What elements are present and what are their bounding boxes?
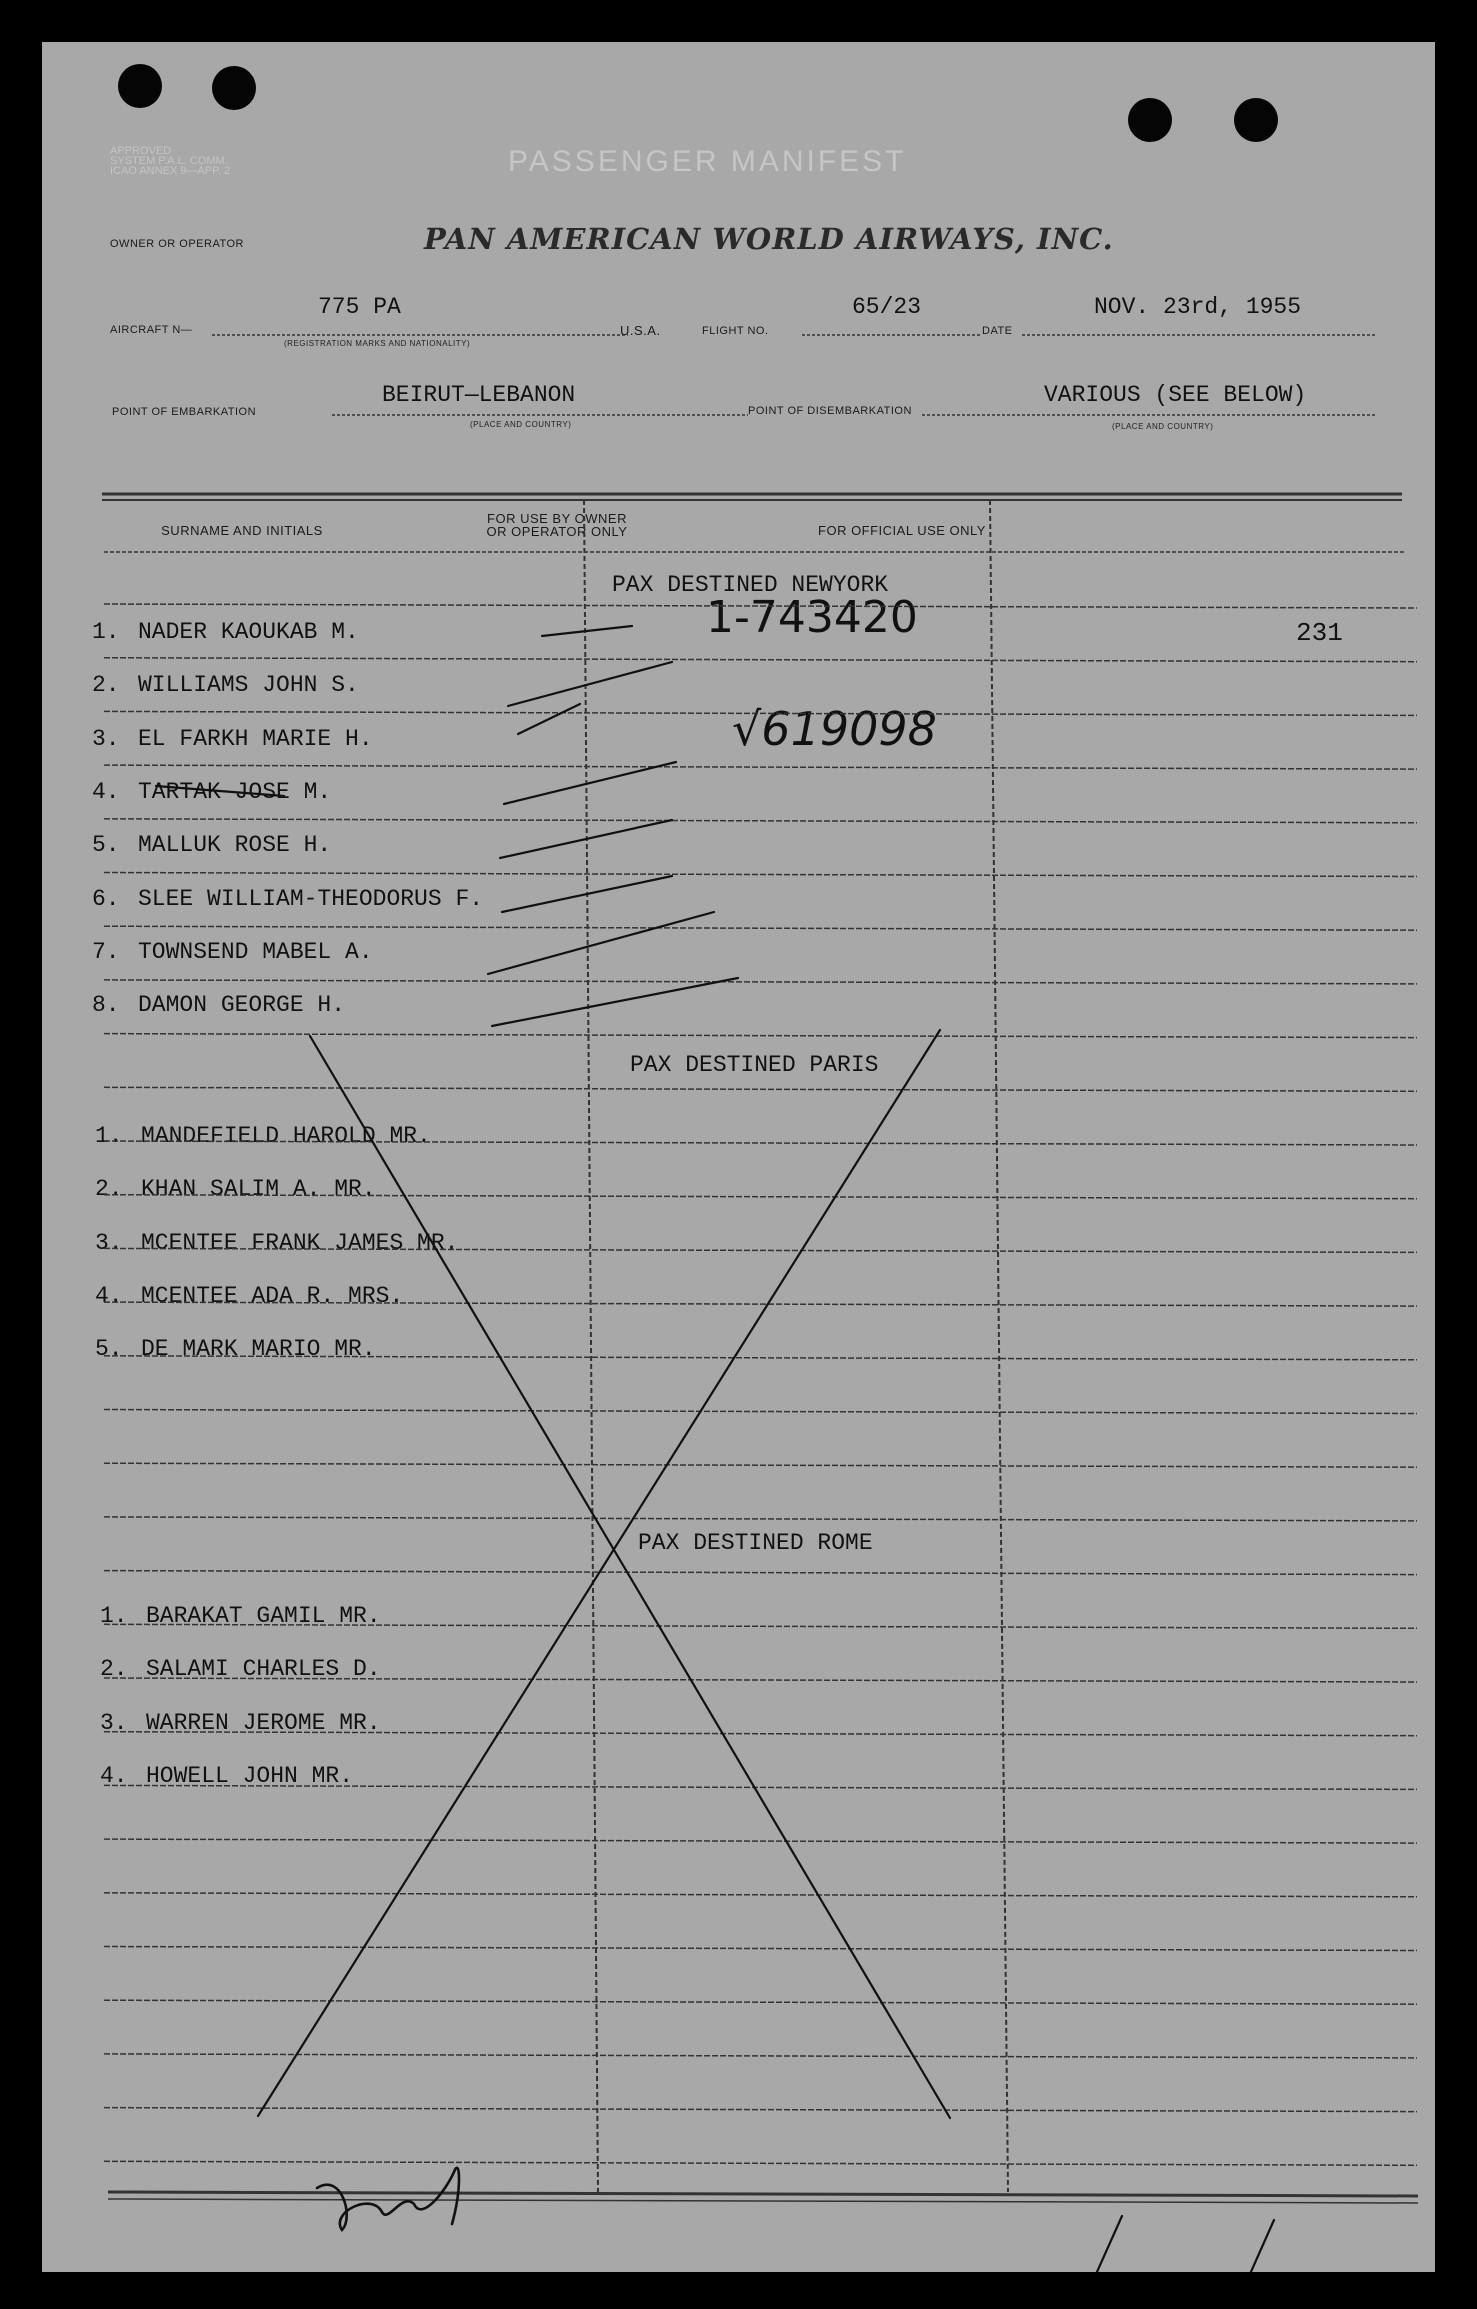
signature-mark: [317, 2168, 459, 2230]
rule-line: [104, 1463, 1417, 1467]
passenger-name: NADER KAOUKAB M.: [138, 619, 359, 645]
passenger-number: 3.: [92, 725, 120, 752]
approval-line: ICAO ANNEX 9—APP. 2: [110, 165, 231, 177]
passenger-number: 4.: [95, 1282, 123, 1309]
owner-column-header: FOR USE BY OWNER: [487, 511, 627, 526]
rule-line: [108, 2192, 1418, 2196]
rule-line: [104, 1141, 1417, 1145]
passenger-name: WILLIAMS JOHN S.: [138, 672, 359, 699]
operator-name: PAN AMERICAN WORLD AIRWAYS, INC.: [424, 222, 1114, 256]
disembark-sub: (PLACE AND COUNTRY): [1112, 422, 1214, 431]
rule-line: [104, 2000, 1417, 2004]
rule-line: [104, 1893, 1417, 1897]
passenger-number: 1.: [100, 1603, 128, 1629]
rule-line: [104, 1571, 1417, 1575]
rule-line: [104, 658, 1417, 662]
passenger-number: 1.: [92, 619, 120, 645]
strike-underline: [156, 786, 284, 796]
passenger-number: 3.: [100, 1709, 128, 1736]
rule-line: [104, 1087, 1417, 1091]
rule-line: [104, 1248, 1417, 1252]
passenger-number: 2.: [100, 1656, 128, 1683]
rule-line: [104, 1195, 1417, 1199]
passenger-name: WARREN JEROME MR.: [146, 1709, 381, 1736]
passenger-name: MALLUK ROSE H.: [138, 832, 332, 859]
approval-line: APPROVED: [110, 145, 172, 157]
section-heading: PAX DESTINED NEWYORK: [612, 572, 889, 598]
rule-line: [104, 1839, 1417, 1843]
tick-mark: [502, 876, 672, 912]
usa-label: U.S.A.: [620, 323, 661, 338]
ticket-number: 1-743420: [706, 592, 918, 643]
rule-line: [104, 1624, 1417, 1628]
passenger-number: 6.: [92, 885, 120, 912]
pen-stroke: [1242, 2220, 1274, 2272]
pen-stroke: [1088, 2216, 1122, 2272]
passenger-name: KHAN SALIM A. MR.: [141, 1176, 376, 1203]
rule-line: [104, 1034, 1417, 1038]
passenger-number: 3.: [95, 1229, 123, 1256]
rule-line: [104, 980, 1417, 984]
rule-line: [104, 1678, 1417, 1682]
passenger-number: 7.: [92, 938, 120, 965]
passenger-name: DAMON GEORGE H.: [138, 992, 346, 1019]
rule-line: [104, 1356, 1417, 1360]
disembark-label: POINT OF DISEMBARKATION: [748, 405, 912, 417]
flight-label: FLIGHT NO.: [702, 325, 769, 337]
rule-line: [104, 1732, 1417, 1736]
ticket-number: √619098: [732, 702, 937, 756]
passenger-number: 2.: [95, 1176, 123, 1203]
passenger-name: SLEE WILLIAM-THEODORUS F.: [138, 885, 484, 912]
aircraft-value: 775 PA: [318, 294, 401, 320]
section-heading: PAX DESTINED ROME: [638, 1530, 873, 1556]
tick-mark: [504, 762, 676, 804]
rule-line: [104, 1947, 1417, 1951]
tick-mark: [492, 978, 738, 1026]
passenger-number: 5.: [95, 1336, 123, 1363]
rule-line: [104, 1517, 1417, 1521]
official-number: 231: [1296, 618, 1343, 648]
rule-line: [104, 1410, 1417, 1414]
tick-mark: [508, 662, 672, 706]
manifest-page: [42, 42, 1435, 2272]
owner-label: OWNER OR OPERATOR: [110, 238, 244, 250]
rule-line: [584, 500, 598, 2192]
rule-line: [104, 926, 1417, 930]
tick-mark: [542, 626, 632, 636]
passenger-name: SALAMI CHARLES D.: [146, 1656, 381, 1683]
rule-line: [990, 500, 1008, 2192]
tick-mark: [518, 704, 580, 734]
passenger-name: MCENTEE ADA R. MRS.: [141, 1282, 404, 1309]
rule-line: [104, 711, 1417, 715]
rule-line: [104, 2054, 1417, 2058]
passenger-number: 1.: [95, 1123, 123, 1149]
date-value: NOV. 23rd, 1955: [1094, 294, 1302, 320]
owner-column-header: OR OPERATOR ONLY: [486, 524, 628, 539]
embark-value: BEIRUT—LEBANON: [382, 382, 576, 408]
passenger-name: HOWELL JOHN MR.: [146, 1762, 354, 1789]
passenger-number: 4.: [92, 778, 120, 805]
disembark-value: VARIOUS (SEE BELOW): [1044, 382, 1307, 408]
rule-line: [108, 2199, 1418, 2203]
form-title: PASSENGER MANIFEST: [508, 145, 907, 178]
rule-line: [104, 765, 1417, 769]
passenger-name: MCENTEE FRANK JAMES MR.: [141, 1229, 459, 1256]
passenger-name: BARAKAT GAMIL MR.: [146, 1603, 381, 1629]
passenger-name: EL FARKH MARIE H.: [138, 725, 373, 752]
passenger-name: TOWNSEND MABEL A.: [138, 938, 373, 965]
passenger-number: 4.: [100, 1762, 128, 1789]
embark-sub: (PLACE AND COUNTRY): [470, 420, 572, 429]
date-label: DATE: [982, 325, 1013, 337]
passenger-number: 2.: [92, 672, 120, 699]
cross-out-stroke: [310, 1036, 950, 2118]
passenger-name: MANDEFIELD HAROLD MR.: [141, 1123, 431, 1149]
tick-mark: [488, 912, 714, 974]
section-heading: PAX DESTINED PARIS: [630, 1052, 879, 1078]
approval-line: SYSTEM P.A.L. COMM.: [110, 155, 228, 167]
embark-label: POINT OF EMBARKATION: [112, 406, 257, 418]
rule-line: [104, 819, 1417, 823]
passenger-number: 5.: [92, 832, 120, 859]
rule-line: [104, 604, 1417, 608]
official-column-header: FOR OFFICIAL USE ONLY: [818, 523, 986, 538]
rule-line: [104, 1785, 1417, 1789]
rule-lines-and-pen-marks: [42, 42, 1435, 2272]
rule-line: [104, 1302, 1417, 1306]
aircraft-sub: (REGISTRATION MARKS AND NATIONALITY): [284, 339, 471, 348]
passenger-name: TARTAK JOSE M.: [138, 778, 332, 805]
passenger-name: DE MARK MARIO MR.: [141, 1336, 376, 1363]
rule-line: [104, 2161, 1417, 2165]
flight-value: 65/23: [852, 294, 922, 320]
rule-line: [104, 2108, 1417, 2112]
surname-column-header: SURNAME AND INITIALS: [161, 523, 323, 538]
passenger-number: 8.: [92, 992, 120, 1019]
aircraft-label: AIRCRAFT N—: [110, 324, 193, 336]
rule-line: [104, 873, 1417, 877]
